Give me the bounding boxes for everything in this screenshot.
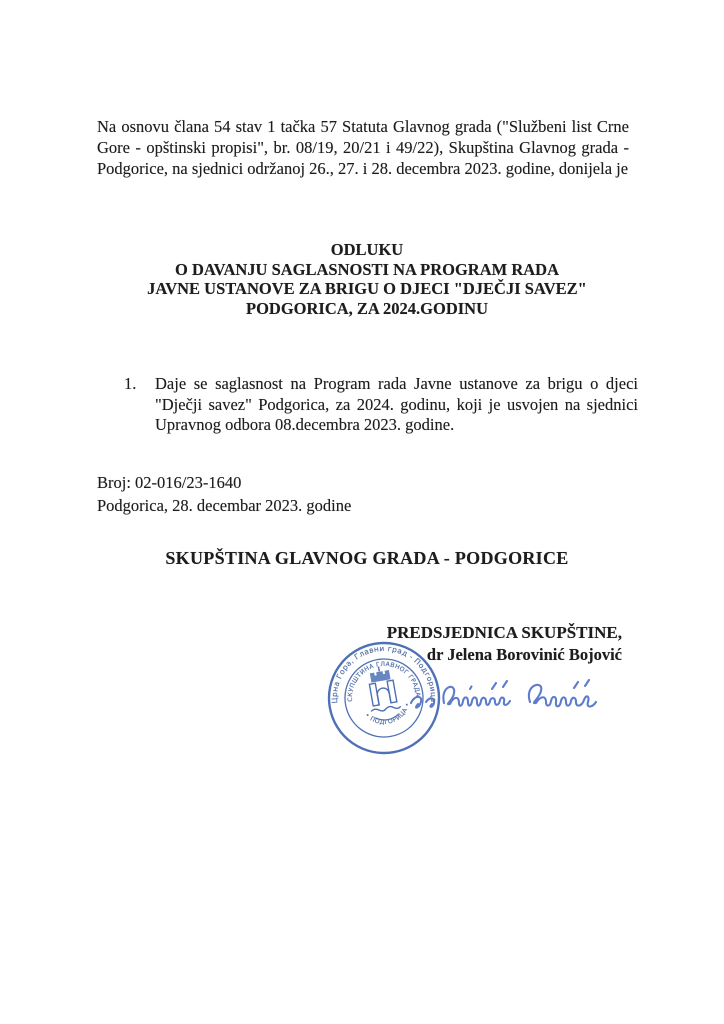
title-line-3: JAVNE USTANOVE ZA BRIGU O DJECI "DJEČJI SAVEZ" <box>147 279 587 298</box>
title-line-1: ODLUKU <box>330 240 404 259</box>
stamp-inner-top-text: СКУПШТИНА ГЛАВНОГ ГРАДА <box>346 660 422 702</box>
reference-block <box>97 471 351 517</box>
signer-name: dr Jelena Borovinić Bojović <box>426 645 622 664</box>
item-number: 1. <box>124 374 137 393</box>
signer-title: PREDSJEDNICA SKUPŠTINE, <box>386 623 622 642</box>
stamp-outer-text: Црна Гора, Главни град - Подгорица <box>329 643 439 704</box>
signature-handwriting <box>404 656 612 726</box>
intro-paragraph: Na osnovu člana 54 stav 1 tačka 57 Statuta Glavnog grada ("Službeni list Crne Gore - opštinski propisi", br. 08/19, 20/21 i 49/22), Skupština Glavnog grada - Podgorice, na sjednici održanoj 26., 27. i 28. decembra 2023. godine, donijela je <box>97 117 629 178</box>
decision-item-1 <box>124 374 638 436</box>
stamp-inner-bottom-text: • ПОДГОРИЦА • <box>363 701 412 727</box>
reference-number: Broj: 02-016/23-1640 <box>97 473 242 492</box>
title-line-4: PODGORICA, ZA 2024.GODINU <box>245 298 488 318</box>
decision-title <box>87 240 647 318</box>
title-line-2: O DAVANJU SAGLASNOSTI NA PROGRAM RADA <box>175 259 559 279</box>
item-text: Daje se saglasnost na Program rada Javne ustanove za brigu o djeci "Dječji savez" Podgorica, za 2024. godinu, koji je usvojen na sjednici Upravnog odbora 08.decembra 2023. godine. <box>155 374 638 434</box>
place-date: Podgorica, 28. decembar 2023. godine <box>97 496 352 515</box>
issuing-body-heading: SKUPŠTINA GLAVNOG GRADA - PODGORICE <box>165 548 569 568</box>
